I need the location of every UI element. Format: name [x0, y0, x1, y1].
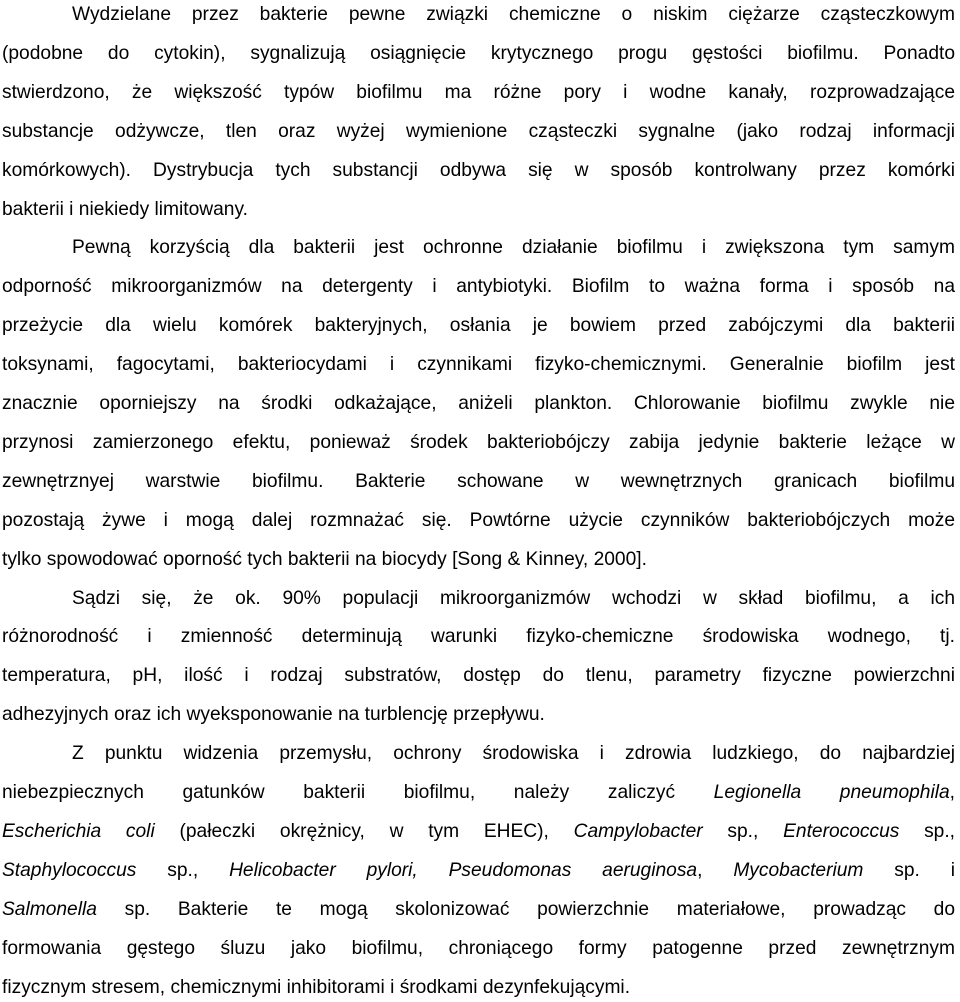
paragraph-1-line — [2, 196, 955, 224]
text-segment: niebezpiecznych gatunków bakterii biofilmu, należy zaliczyć — [2, 782, 714, 803]
text-segment: sp. Bakterie te mogą skolonizować powierzchnie materiałowe, prowadząc do — [96, 898, 955, 920]
text-segment: zewnętrznyej warstwie biofilmu. Bakterie schowane w wewnętrznych granicach biofilmu — [2, 470, 955, 492]
species-name: Staphylococcus — [2, 859, 137, 881]
paragraph-4-line — [72, 740, 955, 768]
text-segment: substancje odżywcze, tlen oraz wyżej wymienione cząsteczki sygnalne (jako rodzaj informacji — [2, 120, 955, 142]
paragraph-4-line — [2, 779, 955, 807]
species-name: Legionella pneumophila — [713, 782, 950, 803]
text-segment: adhezyjnych oraz ich wyeksponowanie na turblencję przepływu. — [2, 704, 545, 726]
paragraph-1-line — [2, 40, 955, 68]
text-segment: przeżycie dla wielu komórek bakteryjnych, osłania je bowiem przed zabójczymi dla bakterii — [2, 315, 955, 337]
text-segment: temperatura, pH, ilość i rodzaj substratów, dostęp do tlenu, parametry fizyczne powierzchni — [2, 665, 955, 687]
text-segment: Sądzi się, że ok. 90% populacji mikroorganizmów wchodzi w skład biofilmu, a ich — [72, 587, 955, 609]
text-segment: stwierdzono, że większość typów biofilmu ma różne pory i wodne kanały, rozprowadzające — [2, 81, 955, 103]
text-segment: sp., — [702, 820, 784, 842]
paragraph-1-line — [2, 118, 955, 146]
text-segment: różnorodność i zmienność determinują warunki fizyko-chemiczne środowiska wodnego, tj. — [2, 626, 955, 648]
species-name: Mycobacterium — [733, 859, 864, 881]
text-segment: Pewną korzyścią dla bakterii jest ochronne działanie biofilmu i zwiększona tym samym — [72, 237, 955, 259]
paragraph-3-line — [2, 623, 955, 651]
text-segment: toksynami, fagocytami, bakteriocydami i czynnikami fizyko-chemicznymi. Generalnie biofilm jest — [2, 354, 955, 376]
paragraph-4-line — [2, 896, 955, 924]
paragraph-3-line — [2, 701, 955, 729]
paragraph-2-line — [2, 312, 955, 340]
paragraph-4-line — [2, 935, 955, 963]
paragraph-3-line — [72, 585, 955, 613]
text-segment: formowania gęstego śluzu jako biofilmu, chroniącego formy patogenne przed zewnętrznym — [2, 937, 955, 959]
paragraph-1-line — [2, 157, 955, 185]
text-segment: Z punktu widzenia przemysłu, ochrony środowiska i zdrowia ludzkiego, do najbardziej — [72, 743, 955, 765]
text-segment: (podobne do cytokin), sygnalizują osiągnięcie krytycznego progu gęstości biofilmu. Ponadto — [2, 42, 955, 64]
paragraph-4-line — [2, 857, 955, 885]
paragraph-2-line — [2, 546, 955, 574]
text-segment: znacznie oporniejszy na środki odkażające, aniżeli plankton. Chlorowanie biofilmu zwykle nie — [2, 393, 955, 414]
species-name: Helicobacter pylori, Pseudomonas aeruginosa — [229, 859, 698, 881]
text-segment: przynosi zamierzonego efektu, ponieważ środek bakteriobójczy zabija jedynie bakterie leżące w — [2, 431, 955, 453]
text-segment: (pałeczki okrężnicy, w tym EHEC), — [154, 820, 574, 842]
paragraph-2-line — [2, 351, 955, 379]
paragraph-4-line — [2, 818, 955, 846]
paragraph-3-line — [2, 662, 955, 690]
text-segment: , — [697, 859, 734, 881]
paragraph-2-line — [2, 507, 955, 535]
text-segment: komórkowych). Dystrybucja tych substancji odbywa się w sposób kontrolwany przez komórki — [2, 159, 955, 181]
text-segment: , — [949, 782, 956, 803]
text-segment: odporność mikroorganizmów na detergenty i antybiotyki. Biofilm to ważna forma i sposób na — [2, 276, 955, 298]
species-name: Salmonella — [2, 898, 97, 920]
paragraph-2-line — [2, 468, 955, 496]
text-segment: sp., — [899, 820, 956, 842]
text-segment: sp., — [136, 859, 230, 881]
paragraph-2-line — [2, 273, 955, 301]
paragraph-2-line — [2, 390, 955, 418]
paragraph-2-line — [72, 234, 955, 262]
paragraph-1-line — [2, 79, 955, 107]
paragraph-1-line — [72, 1, 955, 29]
text-segment: fizycznym stresem, chemicznymi inhibitorami i środkami dezynfekującymi. — [2, 976, 631, 998]
species-name: Campylobacter — [573, 820, 703, 842]
text-segment: sp. i — [863, 859, 955, 881]
paragraph-2-line — [2, 429, 955, 457]
species-name: Escherichia coli — [2, 820, 155, 842]
text-segment: Wydzielane przez bakterie pewne związki chemiczne o niskim ciężarze cząsteczkowym — [72, 4, 955, 25]
text-segment: bakterii i niekiedy limitowany. — [2, 198, 248, 220]
species-name: Enterococcus — [783, 820, 900, 842]
text-segment: tylko spowodować oporność tych bakterii na biocydy [Song & Kinney, 2000]. — [2, 548, 647, 570]
text-segment: pozostają żywe i mogą dalej rozmnażać się. Powtórne użycie czynników bakteriobójczych może — [2, 509, 955, 531]
